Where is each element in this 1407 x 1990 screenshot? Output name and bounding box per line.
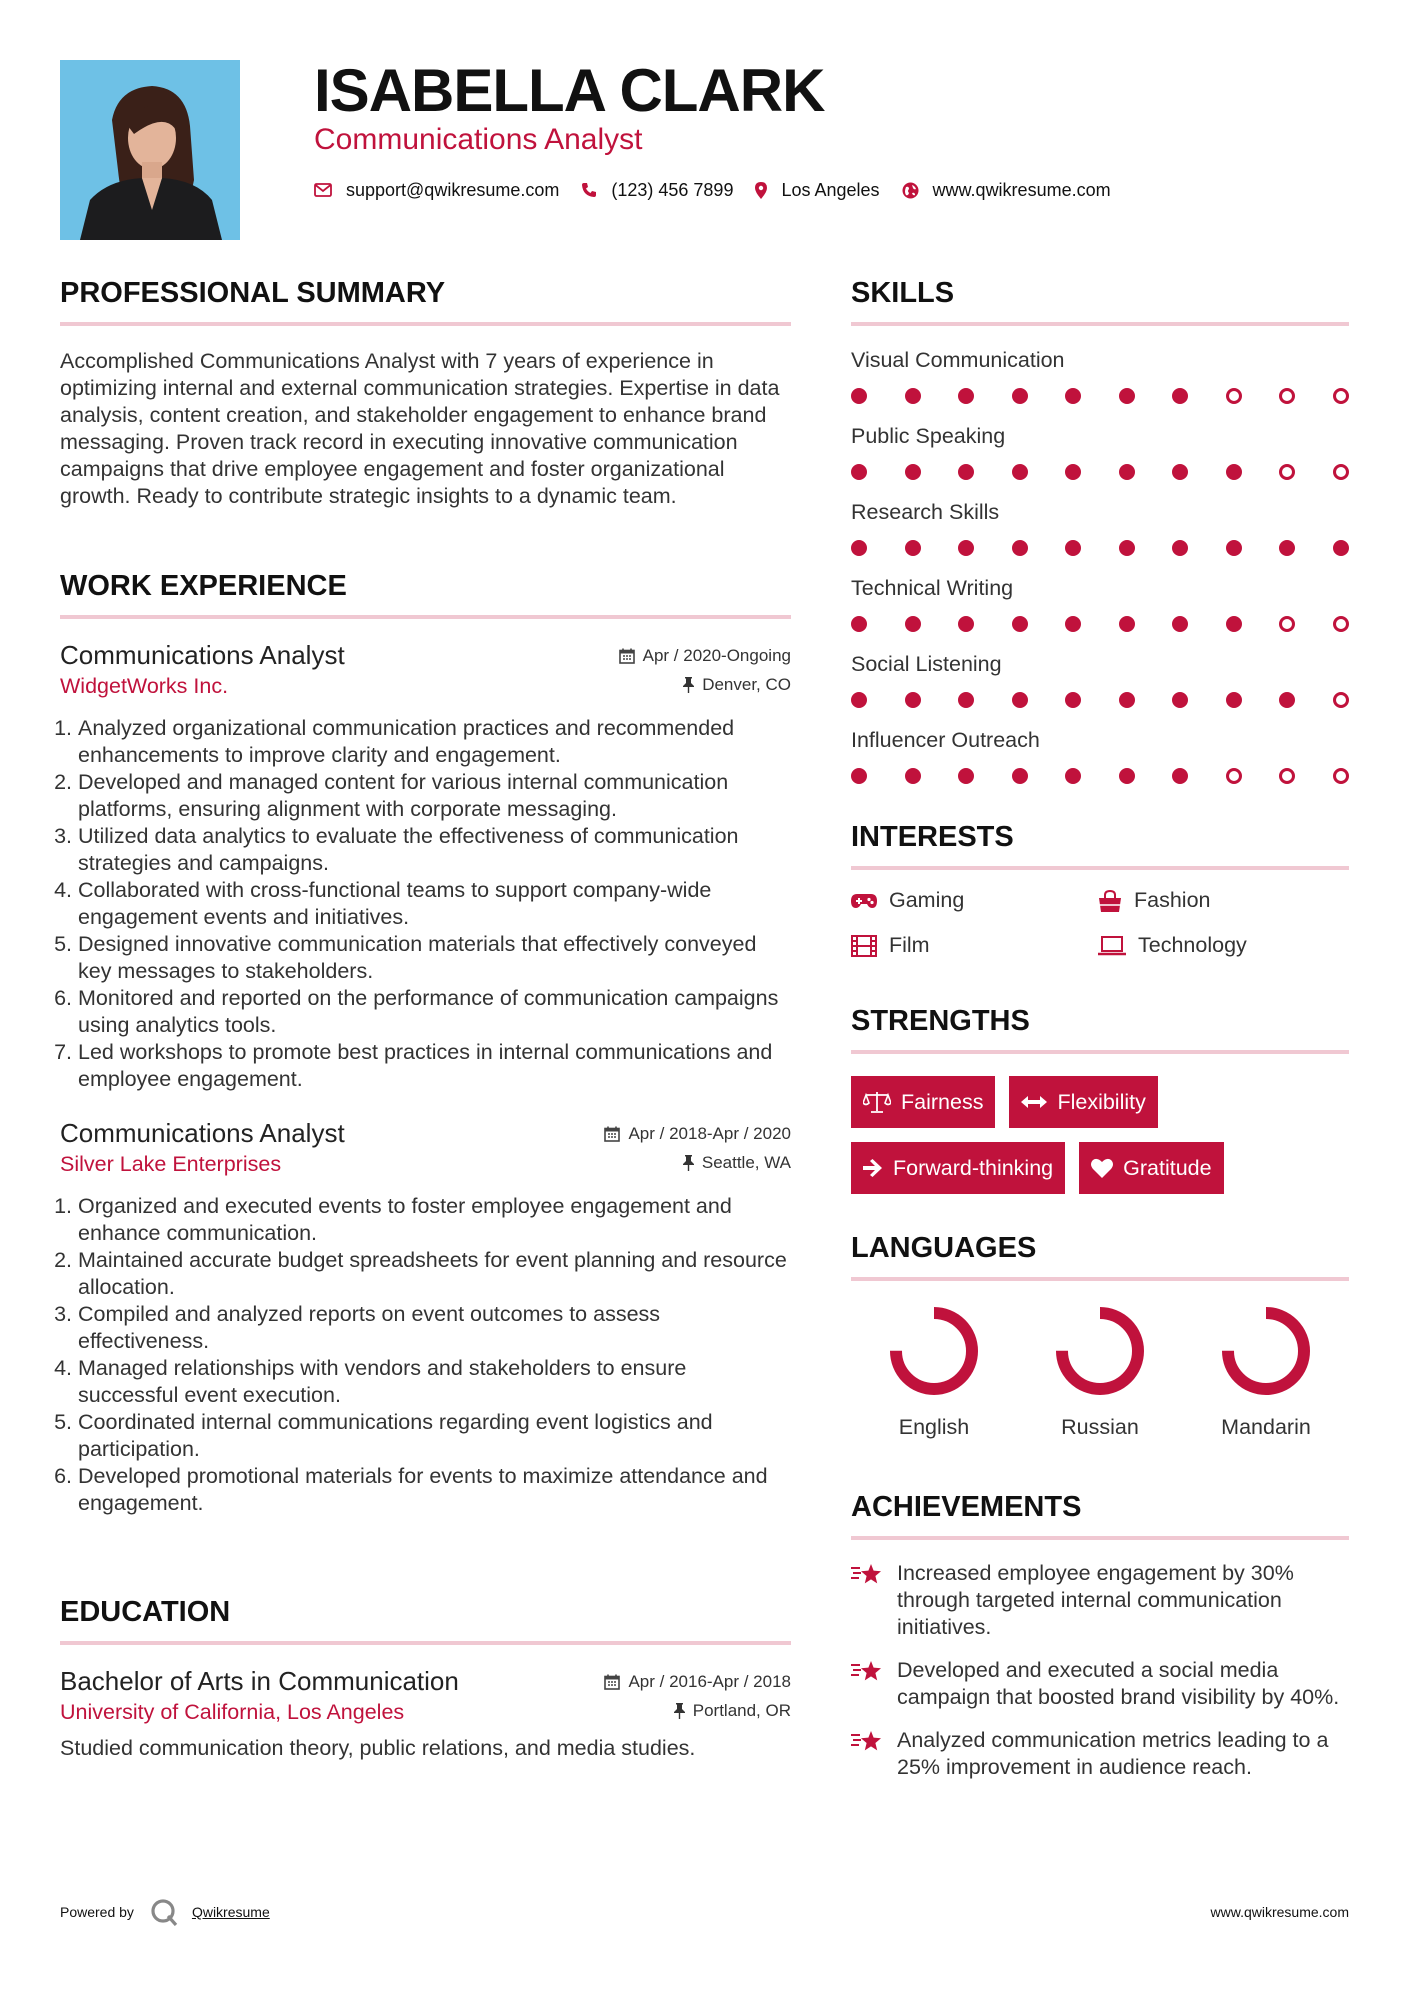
list-item: 4. Managed relationships with vendors and stakeholders to ensure successful event execution. [78,1355,791,1409]
education-entry [60,1665,791,1762]
language-label: Russian [1061,1415,1139,1439]
rating-dot-filled [1012,388,1028,404]
rating-dot-filled [958,616,974,632]
skill-item [851,650,1349,708]
skill-item [851,498,1349,556]
rating-dot-filled [1226,464,1242,480]
globe-icon [902,182,919,199]
strength-tag: Gratitude [1079,1142,1223,1194]
rating-dot-filled [1012,768,1028,784]
rating-dot-filled [905,616,921,632]
rating-dot-empty [1279,388,1295,404]
section-divider [60,322,791,326]
qwikresume-logo-icon [150,1898,178,1926]
rating-dot-empty [1279,616,1295,632]
calendar-icon [619,648,635,664]
rating-dot-filled [851,464,867,480]
job-location: Denver, CO [683,675,791,695]
rating-dot-filled [1226,540,1242,556]
job-bullets [60,715,791,1093]
rating-dot-filled [1065,464,1081,480]
achievement-item: Analyzed communication metrics leading to a 25% improvement in audience reach. [851,1727,1349,1781]
skill-name: Influencer Outreach [851,728,1040,752]
rating-dot-empty [1333,464,1349,480]
education-location: Portland, OR [674,1701,791,1721]
list-item: 1. Organized and executed events to foster employee engagement and enhance communication. [78,1193,791,1247]
rating-dot-filled [851,616,867,632]
skill-name: Public Speaking [851,424,1006,448]
interest-item: Technology [1098,933,1345,958]
job-company: WidgetWorks Inc. [60,674,229,698]
rating-dot-filled [1012,540,1028,556]
contact-location-text: Los Angeles [781,179,880,200]
school-name: University of California, Los Angeles [60,1700,405,1724]
skill-rating [851,692,1349,708]
strengths-title: STRENGTHS [851,1005,1030,1037]
rating-dot-empty [1226,388,1242,404]
skills-title: SKILLS [851,277,955,309]
balance-scale-icon [863,1091,891,1113]
footer [60,1898,1349,1926]
list-item: 5. Designed innovative communication materials that effectively conveyed key messages to stakeholders. [78,931,791,985]
job-bullets [60,1193,791,1517]
list-item: 7. Led workshops to promote best practices in internal communications and employee engagement. [78,1039,791,1093]
work-title: WORK EXPERIENCE [60,570,347,602]
language-item [1017,1305,1183,1440]
achievements-title: ACHIEVEMENTS [851,1491,1082,1523]
achievement-item: Developed and executed a social media campaign that boosted brand visibility by 40%. [851,1657,1349,1711]
list-item: 3. Compiled and analyzed reports on event outcomes to assess effectiveness. [78,1301,791,1355]
language-level-arc [896,1313,972,1389]
interest-item: Film [851,933,1098,958]
interest-item: Fashion [1098,888,1345,913]
profile-photo [60,60,240,240]
list-item: 2. Developed and managed content for various internal communication platforms, ensuring alignment with corporate messaging. [78,769,791,823]
rating-dot-filled [1065,692,1081,708]
degree-title: Bachelor of Arts in Communication [60,1666,459,1696]
film-icon [851,935,877,957]
languages-list [851,1305,1349,1440]
education-section [60,1595,791,1762]
rating-dot-filled [1172,540,1188,556]
skill-item [851,422,1349,480]
interests-section [851,820,1349,958]
rating-dot-filled [1119,768,1135,784]
candidate-name: ISABELLA CLARK [314,57,825,124]
job-title: Communications Analyst [60,640,345,670]
skill-name: Technical Writing [851,576,1014,600]
rating-dot-filled [958,464,974,480]
rating-dot-empty [1279,464,1295,480]
languages-title: LANGUAGES [851,1232,1037,1264]
rating-dot-filled [905,692,921,708]
gamepad-icon [851,893,877,909]
job-location: Seattle, WA [683,1153,791,1173]
arrow-right-icon [863,1159,883,1177]
rating-dot-empty [1279,768,1295,784]
language-ring [1220,1305,1312,1397]
rating-dot-filled [1012,692,1028,708]
language-label: English [898,1415,970,1439]
rating-dot-filled [958,768,974,784]
skill-name: Visual Communication [851,348,1065,372]
contact-phone-text: (123) 456 7899 [611,179,734,200]
language-label: Mandarin [1221,1415,1311,1439]
rating-dot-filled [1172,464,1188,480]
rating-dot-empty [1333,616,1349,632]
skill-rating [851,388,1349,404]
rating-dot-empty [1226,768,1242,784]
strength-tag: Fairness [851,1076,995,1128]
calendar-icon [604,1126,620,1142]
job-entry [60,1117,791,1517]
section-divider [851,1050,1349,1054]
contact-website[interactable] [902,180,1111,201]
section-divider [60,615,791,619]
rating-dot-filled [1226,616,1242,632]
job-date: Apr / 2018-Apr / 2020 [604,1124,791,1144]
skill-rating [851,464,1349,480]
rating-dot-filled [1065,768,1081,784]
rating-dot-filled [905,540,921,556]
rating-dot-filled [1012,616,1028,632]
skill-item [851,346,1349,404]
rating-dot-filled [851,388,867,404]
footer-website[interactable]: www.qwikresume.com [1210,1904,1349,1920]
interests-title: INTERESTS [851,821,1014,853]
rating-dot-filled [851,768,867,784]
pushpin-icon [674,1703,685,1719]
job-entry [60,639,791,1093]
pushpin-icon [683,677,694,693]
strengths-tags [851,1076,1349,1194]
job-company: Silver Lake Enterprises [60,1152,282,1176]
rating-dot-filled [851,540,867,556]
contact-bar [314,176,1133,204]
list-item: 4. Collaborated with cross-functional teams to support company-wide engagement events and initiatives. [78,877,791,931]
education-description: Studied communication theory, public relations, and media studies. [60,1736,696,1760]
education-date: Apr / 2016-Apr / 2018 [604,1672,791,1692]
section-divider [851,322,1349,326]
rating-dot-filled [1012,464,1028,480]
arrows-horizontal-icon [1021,1095,1047,1109]
language-ring [1054,1305,1146,1397]
skill-item [851,726,1349,784]
rating-dot-filled [958,692,974,708]
map-pin-icon [755,182,767,199]
list-item: 2. Maintained accurate budget spreadsheets for event planning and resource allocation. [78,1247,791,1301]
rating-dot-filled [1119,616,1135,632]
language-level-arc [1228,1313,1304,1389]
section-divider [851,1277,1349,1281]
language-item [851,1305,1017,1440]
achievements-section [851,1490,1349,1781]
rating-dot-filled [1279,540,1295,556]
job-date: Apr / 2020-Ongoing [619,646,791,666]
skill-name: Social Listening [851,652,1002,676]
achievements-list [851,1560,1349,1781]
rating-dot-filled [1172,768,1188,784]
rating-dot-filled [1226,692,1242,708]
rating-dot-empty [1333,388,1349,404]
brand-link[interactable]: Qwikresume [191,1904,270,1920]
strength-tag: Forward-thinking [851,1142,1065,1194]
rating-dot-filled [1065,388,1081,404]
shooting-star-icon [851,1657,885,1711]
contact-phone[interactable] [581,180,733,201]
rating-dot-filled [1119,692,1135,708]
interest-item: Gaming [851,888,1098,913]
rating-dot-filled [1119,388,1135,404]
person-portrait-icon [60,60,240,240]
language-item [1183,1305,1349,1440]
contact-email[interactable] [314,180,559,201]
rating-dot-filled [958,388,974,404]
strengths-section [851,1004,1349,1194]
section-divider [60,1641,791,1645]
rating-dot-filled [1333,540,1349,556]
rating-dot-filled [851,692,867,708]
list-item: 6. Developed promotional materials for events to maximize attendance and engagement. [78,1463,791,1517]
rating-dot-filled [905,464,921,480]
job-title: Communications Analyst [60,1118,345,1148]
contact-email-text: support@qwikresume.com [346,179,560,200]
rating-dot-filled [1119,540,1135,556]
rating-dot-filled [905,388,921,404]
list-item: 5. Coordinated internal communications regarding event logistics and participation. [78,1409,791,1463]
skill-rating [851,540,1349,556]
shooting-star-icon [851,1560,885,1641]
contact-website-text: www.qwikresume.com [932,179,1111,200]
summary-section [60,276,791,510]
languages-section [851,1231,1349,1440]
contact-location [755,180,879,201]
achievement-item: Increased employee engagement by 30% through targeted internal communication initiatives. [851,1560,1349,1641]
section-divider [851,866,1349,870]
strength-tag: Flexibility [1009,1076,1157,1128]
shopping-bag-icon [1098,890,1122,912]
language-level-arc [1062,1313,1138,1389]
calendar-icon [604,1674,620,1690]
skill-rating [851,616,1349,632]
rating-dot-filled [1172,388,1188,404]
summary-title: PROFESSIONAL SUMMARY [60,277,446,309]
interests-grid [851,888,1349,958]
work-section [60,569,791,1517]
section-divider [851,1536,1349,1540]
rating-dot-filled [1065,616,1081,632]
rating-dot-filled [1172,616,1188,632]
list-item: 1. Analyzed organizational communication practices and recommended enhancements to improve clarity and engagement. [78,715,791,769]
language-ring [888,1305,980,1397]
powered-by-label: Powered by [60,1904,134,1920]
rating-dot-empty [1333,692,1349,708]
rating-dot-filled [1065,540,1081,556]
rating-dot-filled [958,540,974,556]
skill-rating [851,768,1349,784]
candidate-role: Communications Analyst [314,123,643,156]
shooting-star-icon [851,1727,885,1781]
powered-by [60,1898,270,1926]
list-item: 3. Utilized data analytics to evaluate the effectiveness of communication strategies and campaigns. [78,823,791,877]
list-item: 6. Monitored and reported on the performance of communication campaigns using analytics tools. [78,985,791,1039]
skills-section [851,276,1349,802]
rating-dot-filled [1172,692,1188,708]
rating-dot-filled [1279,692,1295,708]
skill-name: Research Skills [851,500,1000,524]
skill-item [851,574,1349,632]
pushpin-icon [683,1155,694,1171]
laptop-icon [1098,936,1126,956]
envelope-icon [314,183,332,197]
rating-dot-filled [905,768,921,784]
education-title: EDUCATION [60,1596,231,1628]
skills-list [851,346,1349,784]
rating-dot-filled [1119,464,1135,480]
rating-dot-empty [1333,768,1349,784]
heart-icon [1091,1158,1113,1178]
summary-text: Accomplished Communications Analyst with 7 years of experience in optimizing internal and external communication strategies. Expertise in data analysis, content creation, and stakeholder engagement to enhance brand messaging. Proven track record in executing innovative communication campaigns that drive employee engagement and foster organizational growth. Ready to contribute strategic insights to a dynamic team. [60,349,780,508]
phone-icon [581,182,597,198]
